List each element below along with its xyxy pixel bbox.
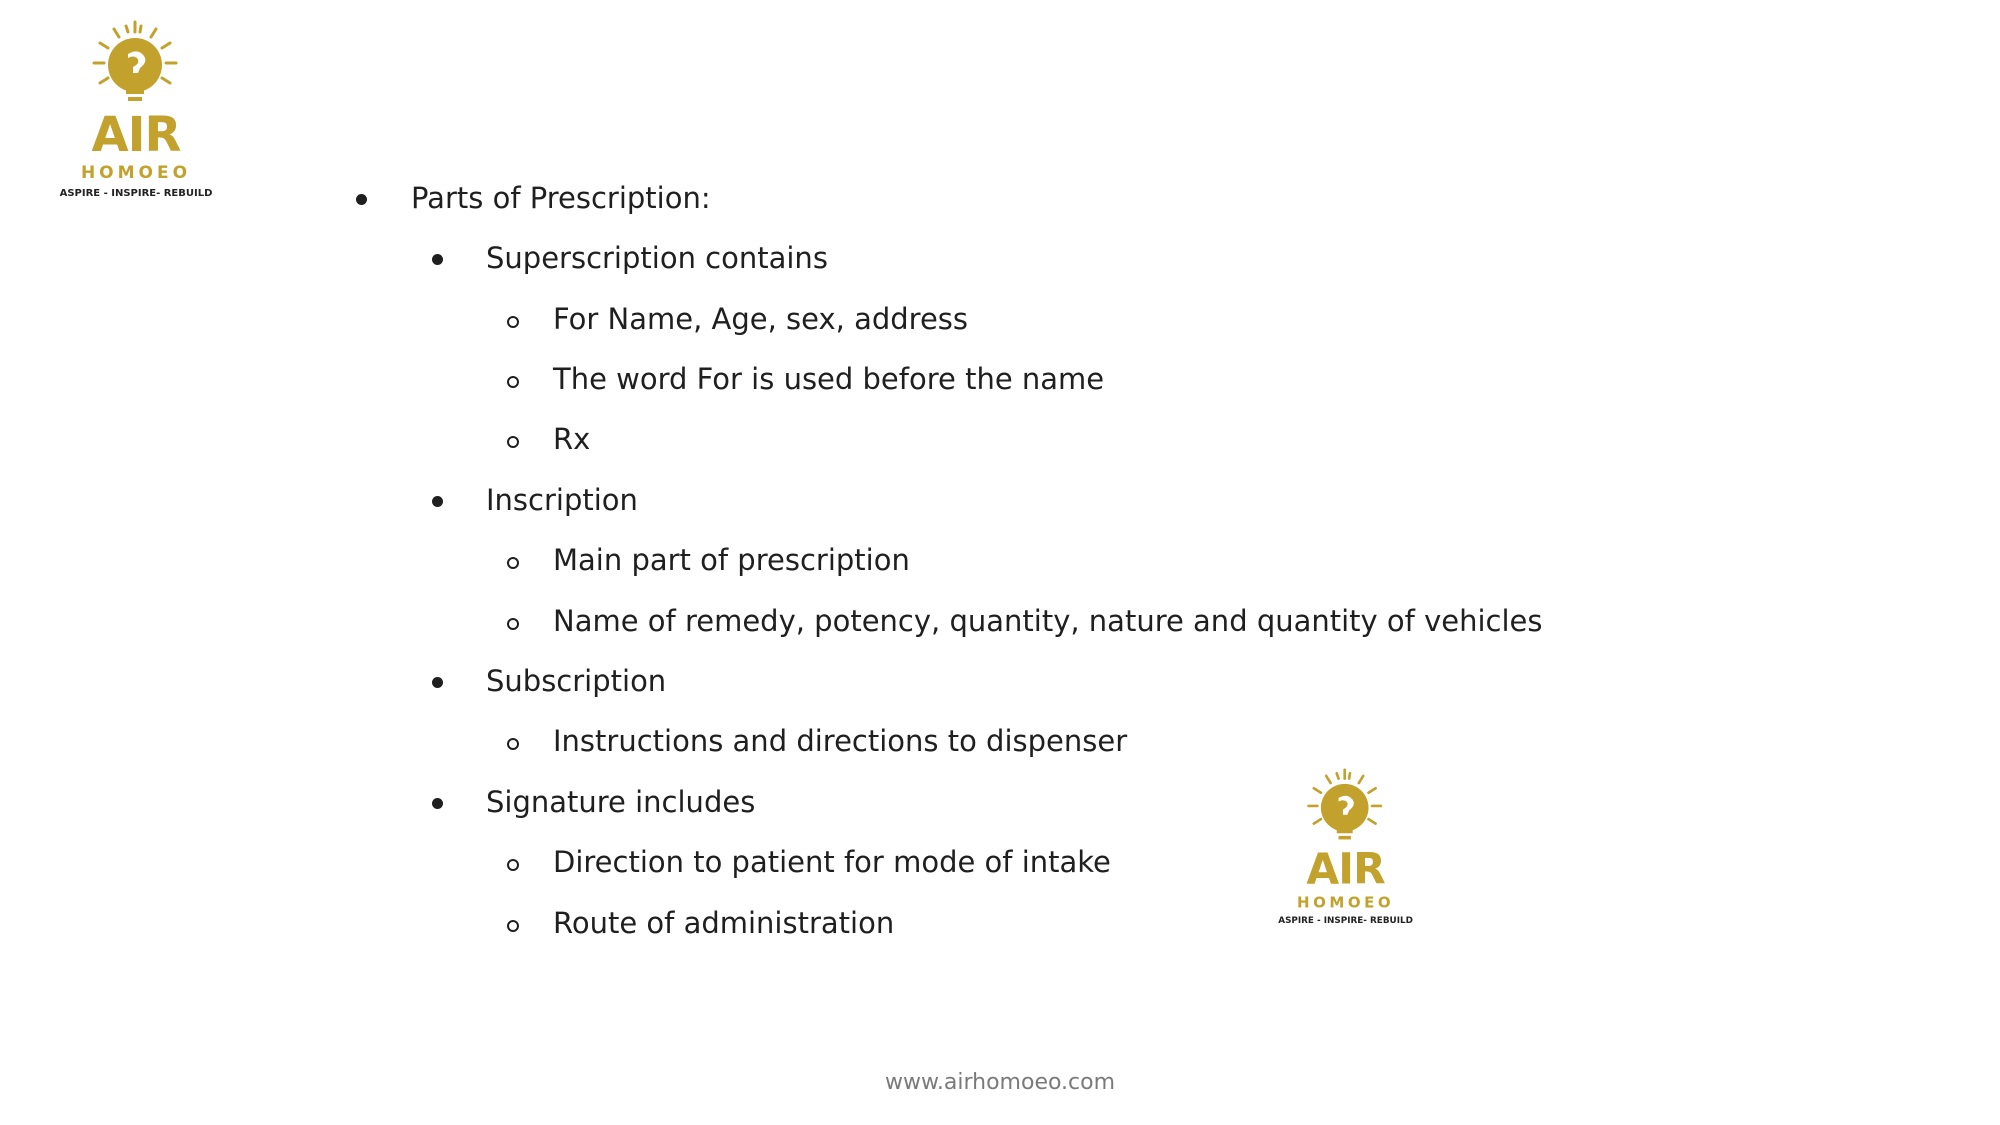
list-item-text: Main part of prescription <box>553 543 910 577</box>
section-title: Signature includes <box>486 785 756 819</box>
logo-brand-text: AIR <box>1306 844 1385 894</box>
logo-tagline-text: ASPIRE - INSPIRE- REBUILD <box>1278 916 1413 927</box>
logo-name-text: HOMOEO <box>80 163 192 183</box>
brand-logo-top <box>56 20 226 215</box>
circle-bullet-icon <box>507 436 519 448</box>
circle-bullet-icon <box>507 618 519 630</box>
bulb-icon <box>1275 768 1425 940</box>
list-item-text: Rx <box>553 422 591 456</box>
section-title: Superscription contains <box>486 241 828 275</box>
list-item-text: For Name, Age, sex, address <box>553 302 969 336</box>
bullet-icon <box>432 496 443 507</box>
circle-bullet-icon <box>507 316 519 328</box>
circle-bullet-icon <box>507 859 519 871</box>
section-title: Inscription <box>486 483 638 517</box>
bullet-icon <box>432 677 443 688</box>
list-item-text: Route of administration <box>553 906 895 940</box>
section-title: Subscription <box>486 664 667 698</box>
logo-name-text: HOMOEO <box>1297 893 1395 912</box>
footer-url: www.airhomoeo.com <box>884 1070 1116 1095</box>
list-item-text: Direction to patient for mode of intake <box>553 845 1111 879</box>
slide-heading: Parts of Prescription: <box>411 181 711 215</box>
circle-bullet-icon <box>507 920 519 932</box>
bulb-icon <box>56 20 226 215</box>
brand-logo-bottom <box>1275 768 1425 940</box>
logo-brand-text: AIR <box>91 107 181 163</box>
circle-bullet-icon <box>507 376 519 388</box>
logo-tagline-text: ASPIRE - INSPIRE- REBUILD <box>59 188 213 199</box>
bullet-icon <box>432 798 443 809</box>
circle-bullet-icon <box>507 738 519 750</box>
circle-bullet-icon <box>507 557 519 569</box>
bullet-icon <box>432 254 443 265</box>
list-item-text: Name of remedy, potency, quantity, nature and quantity of vehicles <box>553 604 1543 638</box>
list-item-text: The word For is used before the name <box>553 362 1105 396</box>
list-item-text: Instructions and directions to dispenser <box>553 724 1128 758</box>
bullet-icon <box>356 194 367 205</box>
